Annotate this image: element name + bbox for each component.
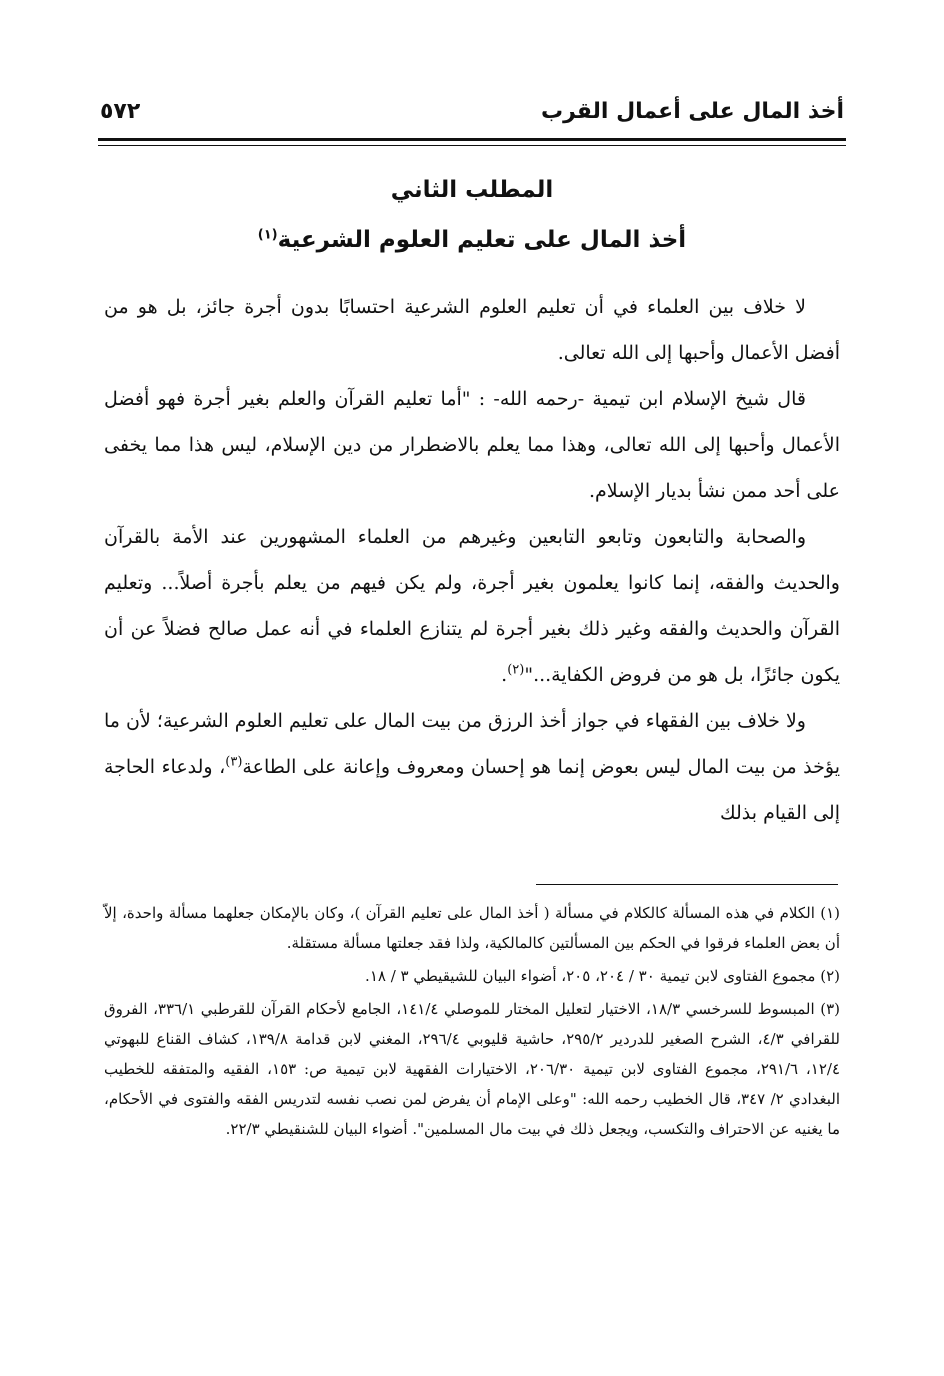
footnote-ref-2: (٢) — [507, 662, 525, 678]
paragraph-4-end: ، ولدعاء الحاجة إلى القيام بذلك — [104, 756, 840, 824]
paragraph-4-text: ولا خلاف بين الفقهاء في جواز أخذ الرزق من بيت المال على تعليم العلوم الشرعية؛ لأن ما يؤخذ من بيت المال ليس بعوض إنما هو إحسان ومعروف وإعانة على الطاعة — [104, 710, 840, 778]
paragraph-4 — [104, 698, 840, 836]
footnote-ref-1: (١) — [257, 227, 278, 243]
paragraph-1: لا خلاف بين العلماء في أن تعليم العلوم الشرعية احتسابًا بدون أجرة جائز، بل هو من أفضل الأعمال وأحبها إلى الله تعالى. — [104, 296, 840, 364]
footnotes — [104, 898, 840, 1147]
header-rule-thick — [98, 138, 846, 141]
page-number: ٥٧٢ — [100, 99, 141, 124]
running-header-title: أخذ المال على أعمال القرب — [540, 99, 844, 124]
paragraph-3-text: والصحابة والتابعون وتابعو التابعين وغيرهم من العلماء المشهورين عند الأمة بالقرآن والحديث والفقه، إنما كانوا يعلمون بغير أجرة، ولم يكن فيهم من يعلم بأجرة أصلاً... وتعليم القرآن والحديث والفقه وغير ذلك بغير أجرة لم يتنازع العلماء في أنه عمل صالح فضلاً عن أن يكون جائزًا، بل هو من فروض الكفاية..." — [104, 526, 840, 686]
section-title-text: أخذ المال على تعليم العلوم الشرعية — [277, 227, 687, 253]
paragraph-3-end: . — [501, 664, 508, 686]
section-label: المطلب الثاني — [390, 177, 554, 203]
paragraph-3 — [104, 514, 840, 698]
body-text — [104, 284, 840, 836]
footnote-ref-3: (٣) — [225, 754, 243, 770]
footnote-rule — [536, 884, 838, 885]
footnote-3: (٣) المبسوط للسرخسي ١٨/٣، الاختيار لتعليل المختار للموصلي ١٤١/٤، الجامع لأحكام القرآن للقرطبي ٣٣٦/١، الفروق للقرافي ٤/٣، الشرح الصغير للدردير ٢٩٥/٢، حاشية قليوبي ٢٩٦/٤، المغني لابن قدامة ١٣٩/٨، كشاف القناع للبهوتي ١٢/٤، ٢٩١/٦، مجموع الفتاوى لابن تيمية ٢٠٦/٣٠، الاختيارات الفقهية لابن تيمية ص: ١٥٣، الفقيه والمتفقه للخطيب البغدادي ٢/ ٣٤٧، قال الخطيب رحمه الله: "وعلى الإمام أن يفرض لمن نصب نفسه لتدريس الفقه والفتوى في الأحكام، ما يغنيه عن الاحتراف والتكسب، ويجعل ذلك في بيت مال المسلمين". أضواء البيان للشنقيطي ٢٢/٣. — [104, 1000, 841, 1138]
header-rule-thin — [98, 145, 846, 146]
footnote-2: (٢) مجموع الفتاوى لابن تيمية ٣٠ / ٢٠٤، ٢٠٥، أضواء البيان للشيقيطي ٣ / ١٨. — [365, 967, 840, 985]
section-title — [100, 220, 844, 260]
running-header — [100, 92, 844, 136]
footnote-1: (١) الكلام في هذه المسألة كالكلام في مسألة ( أخذ المال على تعليم القرآن )، وكان بالإمكان جعلهما مسألة واحدة، إلاّ أن بعض العلماء فرقوا في الحكم بين المسألتين كالمالكية، ولذا فقد جعلتها مسألة مستقلة. — [104, 904, 840, 952]
paragraph-2: قال شيخ الإسلام ابن تيمية -رحمه الله- : "أما تعليم القرآن والعلم بغير أجرة فهو أفضل الأعمال وأحبها إلى الله تعالى، وهذا مما يعلم بالاضطرار من دين الإسلام، ليس هذا مما يخفى على أحد ممن نشأ بديار الإسلام. — [104, 388, 840, 502]
